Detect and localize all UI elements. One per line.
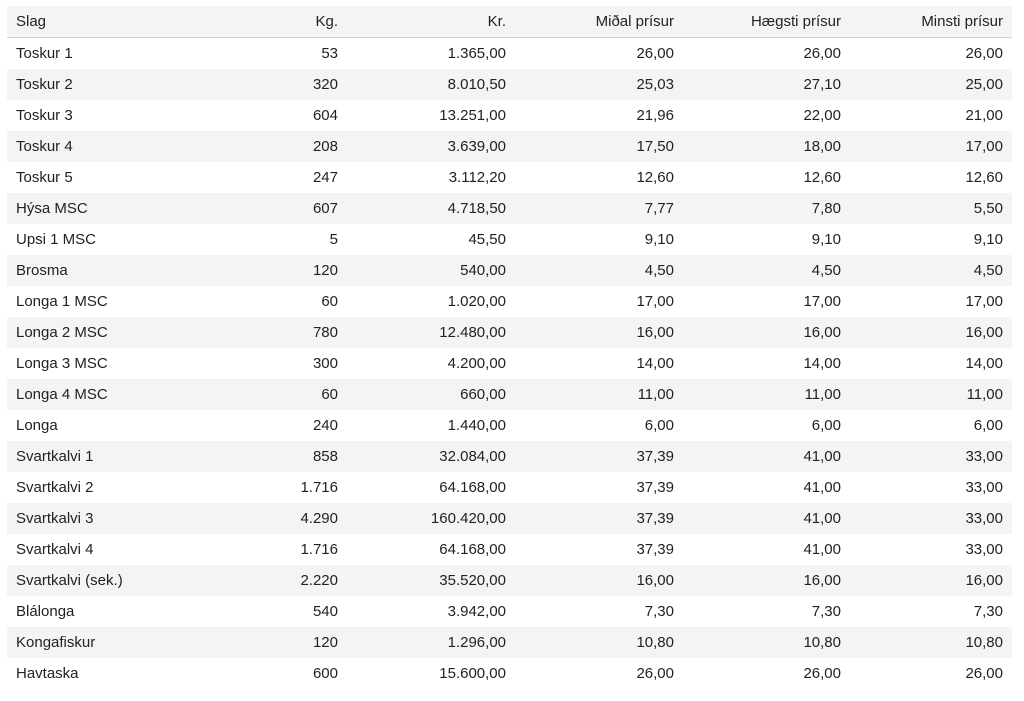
table-row [7, 596, 1012, 627]
table-row [7, 38, 1012, 70]
cell-kr: 1.440,00 [447, 417, 506, 434]
cell-max-price: 10,80 [683, 627, 850, 658]
cell-kg: 240 [312, 417, 338, 434]
cell-max-price: 26,00 [803, 45, 841, 62]
cell-slag: Longa 2 MSC [7, 317, 177, 348]
column-header-kg[interactable]: Kg. [177, 6, 347, 38]
cell-avg-price: 7,77 [515, 193, 683, 224]
cell-kg: 1.716 [300, 541, 338, 558]
cell-kg: 780 [177, 317, 347, 348]
table-row [7, 224, 1012, 255]
cell-max-price: 6,00 [811, 417, 841, 434]
table-row [7, 348, 1012, 379]
cell-min-price: 26,00 [965, 45, 1003, 62]
cell-avg-price: 7,30 [644, 603, 674, 620]
cell-kg: 320 [177, 69, 347, 100]
cell-max-price: 16,00 [683, 317, 850, 348]
cell-min-price: 17,00 [965, 293, 1003, 310]
cell-avg-price: 26,00 [636, 665, 674, 682]
cell-max-price: 12,60 [803, 169, 841, 186]
cell-avg-price: 37,39 [515, 503, 683, 534]
cell-min-price: 12,60 [965, 169, 1003, 186]
cell-slag: Longa 4 MSC [7, 379, 177, 410]
table-row [7, 503, 1012, 534]
cell-min-price: 7,30 [973, 603, 1003, 620]
cell-kg: 604 [312, 107, 338, 124]
cell-slag: Longa 1 MSC [16, 293, 108, 310]
cell-kr: 1.296,00 [347, 627, 515, 658]
cell-kr: 13.251,00 [439, 107, 506, 124]
table-row [7, 286, 1012, 317]
cell-min-price: 4,50 [850, 255, 1012, 286]
price-table [7, 6, 1012, 689]
cell-kr: 8.010,50 [347, 69, 515, 100]
cell-slag: Toskur 2 [7, 69, 177, 100]
table-row [7, 317, 1012, 348]
cell-kr: 3.639,00 [347, 131, 515, 162]
cell-kr: 35.520,00 [347, 565, 515, 596]
column-header-slag[interactable]: Slag [7, 6, 177, 38]
cell-avg-price: 12,60 [636, 169, 674, 186]
cell-kr: 660,00 [347, 379, 515, 410]
cell-slag: Svartkalvi (sek.) [7, 565, 177, 596]
cell-avg-price: 11,00 [515, 379, 683, 410]
cell-kg: 540 [312, 603, 338, 620]
cell-kg: 2.220 [177, 565, 347, 596]
cell-kr: 1.020,00 [447, 293, 506, 310]
table-row [7, 565, 1012, 596]
cell-slag: Toskur 4 [7, 131, 177, 162]
cell-kr: 15.600,00 [439, 665, 506, 682]
cell-avg-price: 10,80 [515, 627, 683, 658]
cell-max-price: 41,00 [683, 503, 850, 534]
price-table-container [7, 6, 1012, 689]
cell-slag: Blálonga [16, 603, 75, 620]
cell-slag: Longa [16, 417, 58, 434]
table-header [7, 6, 1012, 38]
cell-min-price: 33,00 [850, 441, 1012, 472]
cell-min-price: 6,00 [973, 417, 1003, 434]
cell-avg-price: 37,39 [515, 441, 683, 472]
cell-slag: Brosma [7, 255, 177, 286]
cell-slag: Svartkalvi 1 [7, 441, 177, 472]
cell-max-price: 41,00 [803, 541, 841, 558]
cell-kg: 607 [177, 193, 347, 224]
cell-kg: 300 [312, 355, 338, 372]
cell-kr: 4.718,50 [347, 193, 515, 224]
cell-max-price: 22,00 [803, 107, 841, 124]
cell-slag: Upsi 1 MSC [16, 231, 97, 248]
cell-kr: 3.942,00 [447, 603, 506, 620]
table-row [7, 69, 1012, 100]
cell-kg: 1.716 [300, 479, 338, 496]
cell-avg-price: 26,00 [636, 45, 674, 62]
cell-min-price: 21,00 [965, 107, 1003, 124]
cell-max-price: 17,00 [803, 293, 841, 310]
cell-kg: 208 [177, 131, 347, 162]
cell-kg: 60 [177, 379, 347, 410]
cell-max-price: 27,10 [683, 69, 850, 100]
cell-slag: Toskur 1 [16, 45, 73, 62]
cell-max-price: 41,00 [683, 441, 850, 472]
cell-avg-price: 14,00 [636, 355, 674, 372]
cell-slag: Havtaska [16, 665, 79, 682]
cell-slag: Longa 3 MSC [16, 355, 108, 372]
column-header-max-price[interactable]: Hægsti prísur [683, 6, 850, 38]
cell-min-price: 10,80 [850, 627, 1012, 658]
cell-avg-price: 37,39 [636, 479, 674, 496]
cell-min-price: 16,00 [850, 565, 1012, 596]
cell-kg: 120 [177, 255, 347, 286]
table-row [7, 472, 1012, 503]
cell-slag: Hýsa MSC [7, 193, 177, 224]
cell-slag: Svartkalvi 3 [7, 503, 177, 534]
cell-max-price: 16,00 [683, 565, 850, 596]
table-row [7, 193, 1012, 224]
cell-slag: Kongafiskur [7, 627, 177, 658]
cell-avg-price: 37,39 [636, 541, 674, 558]
cell-kg: 53 [321, 45, 338, 62]
cell-kr: 32.084,00 [347, 441, 515, 472]
column-header-avg-price[interactable]: Miðal prísur [515, 6, 683, 38]
table-row [7, 410, 1012, 441]
cell-min-price: 14,00 [965, 355, 1003, 372]
cell-kr: 45,50 [468, 231, 506, 248]
cell-slag: Svartkalvi 2 [16, 479, 94, 496]
table-row [7, 131, 1012, 162]
cell-max-price: 14,00 [803, 355, 841, 372]
cell-max-price: 9,10 [811, 231, 841, 248]
table-row [7, 255, 1012, 286]
cell-max-price: 11,00 [683, 379, 850, 410]
cell-kg: 120 [177, 627, 347, 658]
cell-min-price: 33,00 [965, 541, 1003, 558]
cell-avg-price: 9,10 [644, 231, 674, 248]
cell-kr: 540,00 [347, 255, 515, 286]
cell-kg: 600 [312, 665, 338, 682]
cell-min-price: 25,00 [850, 69, 1012, 100]
cell-kr: 4.200,00 [447, 355, 506, 372]
cell-max-price: 41,00 [803, 479, 841, 496]
table-row [7, 100, 1012, 131]
cell-min-price: 11,00 [850, 379, 1012, 410]
cell-kr: 1.365,00 [447, 45, 506, 62]
cell-min-price: 33,00 [850, 503, 1012, 534]
cell-kr: 160.420,00 [347, 503, 515, 534]
cell-avg-price: 6,00 [644, 417, 674, 434]
cell-avg-price: 17,00 [636, 293, 674, 310]
table-body [7, 38, 1012, 690]
cell-max-price: 18,00 [683, 131, 850, 162]
cell-kr: 3.112,20 [448, 169, 506, 186]
header-row [7, 6, 1012, 38]
column-header-min-price[interactable]: Minsti prísur [850, 6, 1012, 38]
cell-avg-price: 4,50 [515, 255, 683, 286]
cell-avg-price: 16,00 [515, 565, 683, 596]
cell-kg: 858 [177, 441, 347, 472]
cell-avg-price: 16,00 [515, 317, 683, 348]
cell-slag: Svartkalvi 4 [16, 541, 94, 558]
cell-max-price: 26,00 [803, 665, 841, 682]
table-row [7, 441, 1012, 472]
cell-kr: 12.480,00 [347, 317, 515, 348]
cell-avg-price: 21,96 [636, 107, 674, 124]
cell-slag: Toskur 5 [16, 169, 73, 186]
table-row [7, 379, 1012, 410]
cell-max-price: 4,50 [683, 255, 850, 286]
cell-min-price: 26,00 [965, 665, 1003, 682]
cell-max-price: 7,80 [683, 193, 850, 224]
table-row [7, 534, 1012, 565]
cell-max-price: 7,30 [811, 603, 841, 620]
cell-min-price: 33,00 [965, 479, 1003, 496]
cell-slag: Toskur 3 [16, 107, 73, 124]
table-row [7, 627, 1012, 658]
cell-kg: 247 [312, 169, 338, 186]
cell-min-price: 16,00 [850, 317, 1012, 348]
cell-kr: 64.168,00 [439, 479, 506, 496]
cell-kg: 60 [321, 293, 338, 310]
table-row [7, 162, 1012, 193]
cell-min-price: 5,50 [850, 193, 1012, 224]
cell-kg: 5 [329, 231, 338, 248]
cell-kg: 4.290 [177, 503, 347, 534]
table-row [7, 658, 1012, 689]
cell-avg-price: 17,50 [515, 131, 683, 162]
cell-min-price: 9,10 [973, 231, 1003, 248]
cell-kr: 64.168,00 [439, 541, 506, 558]
cell-min-price: 17,00 [850, 131, 1012, 162]
column-header-kr[interactable]: Kr. [347, 6, 515, 38]
cell-avg-price: 25,03 [515, 69, 683, 100]
